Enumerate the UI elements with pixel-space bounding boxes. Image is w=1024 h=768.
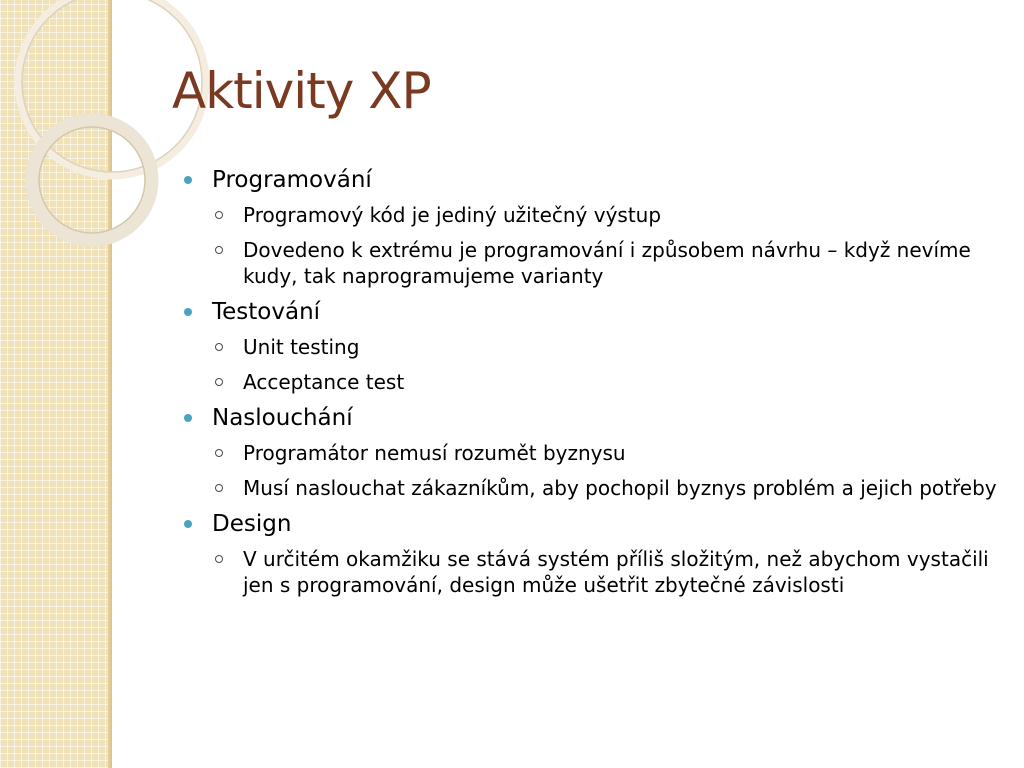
bullet-list: [182, 166, 1002, 598]
sub-item-text: Musí naslouchat zákazníkům, aby pochopil byznys problém a jejich potřeby: [243, 476, 997, 500]
sub-list-item: [182, 237, 1002, 289]
bullet-ring-icon: [215, 484, 223, 492]
sub-item-text: Programátor nemusí rozumět byznysu: [243, 441, 626, 465]
sublist: [212, 334, 1002, 395]
section-label: Testování: [212, 299, 321, 325]
bullet-ring-icon: [215, 555, 223, 563]
ring-small-shade: [39, 127, 145, 233]
bullet-dot-icon: [184, 414, 192, 422]
bullet-ring-icon: [215, 449, 223, 457]
bullet-dot-icon: [184, 176, 192, 184]
sub-list-item: [182, 440, 1002, 466]
section-label: Naslouchání: [212, 405, 353, 431]
slide-title: Aktivity XP: [172, 62, 431, 120]
sub-list-item: [182, 202, 1002, 228]
bullet-ring-icon: [215, 343, 223, 351]
sub-item-text: Unit testing: [243, 335, 360, 359]
sub-item-text: V určitém okamžiku se stává systém příliš složitým, než abychom vystačili jen s programování, design může ušetřit zbytečné závislosti: [243, 547, 989, 597]
sub-item-text: Acceptance test: [243, 370, 405, 394]
sub-item-text: Dovedeno k extrému je programování i způsobem návrhu – když nevíme kudy, tak naprogramujeme varianty: [243, 238, 971, 288]
ring-small: [32, 120, 152, 240]
bullet-ring-icon: [215, 246, 223, 254]
sublist: [212, 202, 1002, 289]
list-item-testovani: [182, 298, 1002, 395]
section-label: Design: [212, 511, 292, 537]
bullet-dot-icon: [184, 308, 192, 316]
bullet-dot-icon: [184, 520, 192, 528]
sub-item-text: Programový kód je jediný užitečný výstup: [243, 203, 662, 227]
sublist: [212, 546, 1002, 598]
sublist: [212, 440, 1002, 501]
sub-list-item: [182, 334, 1002, 360]
bullet-ring-icon: [215, 378, 223, 386]
sub-list-item: [182, 546, 1002, 598]
list-item-naslouchani: [182, 404, 1002, 501]
sub-list-item: [182, 369, 1002, 395]
sub-list-item: [182, 475, 1002, 501]
list-item-programovani: [182, 166, 1002, 289]
section-label: Programování: [212, 167, 372, 193]
list-item-design: [182, 510, 1002, 598]
bullet-ring-icon: [215, 211, 223, 219]
